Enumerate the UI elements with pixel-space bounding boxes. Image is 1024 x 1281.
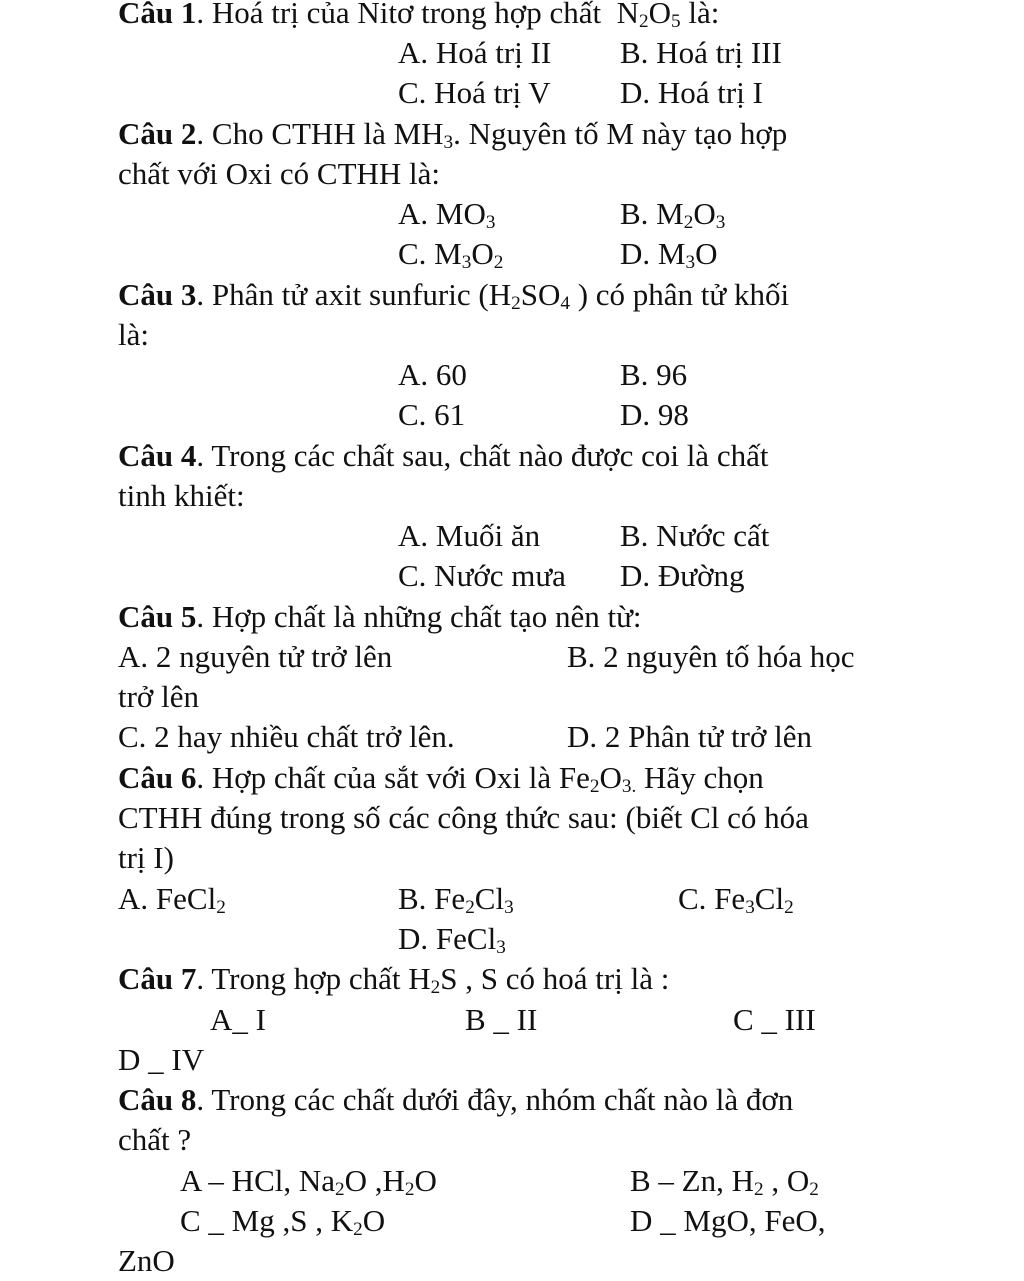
formula-n2o5: $N_2O_5$ (616, 0, 681, 33)
question-5-stem: Câu 5. Hợp chất là những chất tạo nên từ: (118, 599, 642, 634)
question-3-option-d[interactable]: D. 98 (620, 397, 689, 432)
question-4-option-a[interactable]: A. Muối ăn (398, 518, 541, 553)
question-1-option-b[interactable]: B. Hoá trị III (620, 35, 782, 70)
question-3-stem-line2: là: (118, 317, 149, 352)
question-7-option-d[interactable]: D _ IV (118, 1042, 205, 1077)
question-8-option-c[interactable]: C _ Mg ,S , $K_2O$ (180, 1203, 386, 1241)
question-7-option-a[interactable]: A_ I (210, 1002, 266, 1037)
question-4-stem: Câu 4. Trong các chất sau, chất nào được coi là chất (118, 438, 769, 473)
question-2-option-a[interactable]: A. $MO_3$ (398, 196, 496, 234)
question-7-option-c[interactable]: C _ III (733, 1002, 816, 1037)
question-2-option-d[interactable]: D. $M_3O$ (620, 236, 718, 274)
question-5-option-a[interactable]: A. 2 nguyên tử trở lên (118, 639, 393, 674)
question-2-option-b[interactable]: B. $M_2O_3$ (620, 196, 726, 234)
question-3-option-a[interactable]: A. 60 (398, 357, 467, 392)
question-5-option-d[interactable]: D. 2 Phân tử trở lên (567, 719, 813, 754)
question-2-option-c[interactable]: C. $M_3O_2$ (398, 236, 504, 274)
question-6-option-c[interactable]: C. $Fe_3Cl_2$ (678, 881, 794, 919)
question-1-option-c[interactable]: C. Hoá trị V (398, 75, 551, 110)
question-6-option-b[interactable]: B. $Fe_2Cl_3$ (398, 881, 514, 919)
question-4-stem-line2: tinh khiết: (118, 478, 245, 513)
question-4-option-d[interactable]: D. Đường (620, 558, 745, 593)
question-8-option-d[interactable]: D _ MgO, FeO, (630, 1203, 826, 1238)
question-4-option-b[interactable]: B. Nước cất (620, 518, 770, 553)
question-6-option-d[interactable]: D. FeCl$_3$ (398, 921, 506, 959)
question-2-stem-line2: chất với Oxi có CTHH là: (118, 156, 441, 191)
question-7-option-b[interactable]: B _ II (465, 1002, 538, 1037)
question-7-stem: Câu 7. Trong hợp chất $H_2S$ , S có hoá trị là : (118, 961, 670, 999)
question-3-option-b[interactable]: B. 96 (620, 357, 688, 392)
question-1-option-a[interactable]: A. Hoá trị II (398, 35, 552, 70)
question-1-stem: Câu 1. Hoá trị của Nitơ trong hợp chất $N_2O_5$ là: (118, 0, 719, 33)
question-8-option-a[interactable]: A – HCl, $Na_2O$ $,H_2O$ (180, 1163, 437, 1201)
question-8-stem: Câu 8. Trong các chất dưới đây, nhóm chất nào là đơn (118, 1082, 794, 1117)
question-6-stem-line3: trị I) (118, 840, 174, 875)
question-1-option-d[interactable]: D. Hoá trị I (620, 75, 763, 110)
question-3-stem: Câu 3. Phân tử axit sunfuric ($H_2SO_4$ ) có phân tử khối (118, 277, 790, 315)
question-8-option-d-cont[interactable]: ZnO (118, 1243, 175, 1278)
question-8-option-b[interactable]: B – Zn, $H_2$ , $O_2$ (630, 1163, 819, 1201)
question-2-stem: Câu 2. Cho CTHH là $MH_3$. Nguyên tố M này tạo hợp (118, 116, 788, 154)
question-5-option-b[interactable]: B. 2 nguyên tố hóa học (567, 639, 855, 674)
question-5-option-c[interactable]: C. 2 hay nhiều chất trở lên. (118, 719, 455, 754)
question-6-stem: Câu 6. Hợp chất của sắt với Oxi là $Fe_2O_{3.}$ Hãy chọn (118, 760, 764, 798)
question-3-option-c[interactable]: C. 61 (398, 397, 466, 432)
question-6-stem-line2: CTHH đúng trong số các công thức sau: (biết Cl có hóa (118, 800, 809, 835)
question-4-option-c[interactable]: C. Nước mưa (398, 558, 566, 593)
question-8-stem-line2: chất ? (118, 1122, 192, 1157)
question-5-option-b-cont[interactable]: trở lên (118, 679, 199, 714)
question-6-option-a[interactable]: A. FeCl$_2$ (118, 881, 226, 919)
